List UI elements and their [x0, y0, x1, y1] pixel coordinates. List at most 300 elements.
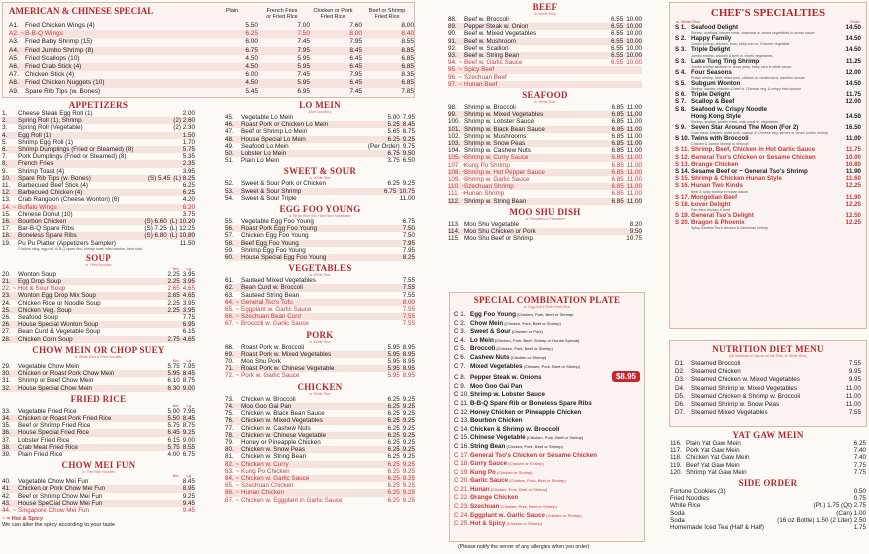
item-code: 22. ~ [2, 285, 17, 293]
item-name: Honey or Pineapple Chicken [241, 438, 321, 446]
item-code: 18. [2, 232, 11, 240]
section-subtitle: w. Thin Rice Noodles [82, 470, 115, 475]
item-code: D3. [675, 376, 685, 384]
menu-item-row [225, 461, 415, 468]
menu-item-row [448, 176, 642, 183]
section-beef [448, 2, 642, 88]
item-price: 8.35 [401, 71, 414, 79]
item-code: 77. [225, 424, 234, 432]
menu-item-row [448, 81, 642, 88]
chef-item-row [675, 46, 861, 53]
menu-item-row [2, 437, 195, 444]
combo-item-name: Eggplant w. Garlic Sauce [470, 511, 545, 519]
item-name: Pork w. Garlic Sauce [241, 372, 300, 380]
item-price-large: 9.25 [402, 482, 415, 490]
item-price-small: 6.55 [610, 23, 624, 31]
item-price-large: 6.25 [182, 189, 195, 197]
item-list [225, 277, 415, 327]
chef-item-row [675, 154, 861, 161]
size-large-label: Lg [186, 265, 191, 271]
chef-specialties-subtitle: w. White Rice [676, 19, 701, 24]
item-price-small: 6.85 [611, 147, 624, 155]
menu-item-row [448, 198, 642, 205]
item-code: 66. ~ [225, 313, 240, 321]
section-title: PORK [306, 329, 334, 340]
item-code: 81. [225, 453, 234, 461]
item-price-small: 6.25 [387, 417, 400, 425]
item-code: 74. [225, 402, 234, 410]
item-code: 80. [225, 446, 234, 454]
menu-column-4-bottom [670, 430, 866, 531]
item-name: Buffalo Wings [18, 203, 57, 211]
item-name: Beef or Shrimp Fried Rice [18, 422, 91, 430]
section-subtitle: w. White Rice [534, 100, 556, 105]
side-item-row [670, 510, 866, 517]
item-price-large: 7.95 [402, 246, 415, 254]
menu-item-row [2, 422, 195, 429]
combo-item-note: (Chicken, Pork, Beef or Shrimp) [495, 346, 553, 352]
item-code: 94. ~ [448, 59, 463, 67]
menu-item-row [2, 225, 195, 232]
item-code: 57. [225, 232, 234, 240]
menu-item-row [2, 139, 195, 146]
item-name: Shrimp Egg Foo Young [241, 246, 306, 254]
menu-item-row [2, 328, 195, 335]
item-code: S 9. [675, 124, 687, 132]
menu-item-row [448, 126, 642, 133]
item-code: 26. [2, 321, 11, 329]
item-list [448, 104, 642, 205]
item-name: Broccoli w. Garlic Sauce [241, 320, 309, 328]
combination-plate-box [449, 292, 645, 542]
item-price-small: 5.50 [167, 414, 180, 422]
item-price-large: 7.50 [402, 225, 415, 233]
item-name: Chicken w. Mixed Vegetables [241, 417, 323, 425]
menu-item-row [9, 38, 414, 46]
item-price-large: (2) 2.30 [173, 124, 195, 132]
item-code: 34. [2, 414, 11, 422]
item-code: S 12. ~ [675, 153, 695, 161]
item-price: 8.55 [401, 38, 414, 46]
item-name [470, 374, 608, 383]
menu-column-1 [2, 100, 195, 528]
item-code: 60. [225, 254, 234, 262]
item-name: Beef w. String Bean [464, 52, 520, 60]
item-name: Chicken w. Cashew Nuts [241, 424, 311, 432]
menu-item-row [2, 415, 195, 422]
combo-item-row [454, 400, 640, 409]
section-title: FRIED RICE [70, 393, 127, 404]
item-code: S 15. ~ [675, 175, 695, 183]
item-note: Jumbo shrimp sauteed w. snow peas, baby corn in white sauce [691, 64, 792, 69]
combo-item-row [454, 409, 640, 418]
item-name: Homemade Iced Tea (Half & Half) [670, 524, 765, 532]
menu-item-row [2, 211, 195, 218]
item-code: D5. [675, 392, 685, 400]
item-code: 100. [448, 118, 461, 126]
item-price-small: 6.25 [387, 453, 400, 461]
item-code: S 16. ~ [675, 182, 695, 190]
item-code: C 17. ~ [454, 451, 475, 459]
item-code: S 8. [675, 105, 687, 113]
menu-item-row [2, 278, 195, 285]
item-list [225, 114, 415, 164]
item-price-large: 5.35 [182, 153, 195, 161]
item-price-large: (L) 8.25 [173, 174, 195, 182]
item-code: C 19. ~ [454, 468, 475, 476]
item-price-large: (L) 10.80 [169, 232, 195, 240]
combo-item-name: General Tso's Chicken or Sesame Chicken [470, 451, 598, 459]
section-title: SOUP [85, 252, 112, 263]
section-chow-mein [2, 345, 195, 392]
item-price-large: 8.75 [402, 128, 415, 136]
item-name: Chicken Corn Soup [18, 335, 73, 343]
menu-item-row [2, 493, 195, 500]
item-price: 8.45 [349, 46, 362, 54]
item-name: Seafood Delight [691, 24, 739, 31]
item-name: Chicken w. Chinese Vegetable [241, 431, 327, 439]
item-note: Crab meat, chicken, roast pork, scallop & Chinese veg. served w. seven jumbo shrimp [691, 131, 828, 136]
item-note: Pan-fried chicken & beef [691, 208, 731, 213]
menu-item-row [2, 451, 195, 458]
combo-item-name: Orange Chicken [470, 494, 519, 502]
menu-item-row [2, 408, 195, 415]
menu-item-row [2, 500, 195, 507]
item-price-small: 6.25 [387, 431, 400, 439]
item-price: 4.50 [245, 79, 258, 87]
item-code: 31. [2, 377, 11, 385]
item-name: Triple Delight [691, 46, 731, 54]
item-price-large: 10.00 [626, 44, 642, 52]
item-price-small: 6.85 [611, 190, 624, 198]
item-price-large: 11.00 [626, 161, 642, 169]
item-name: Shrimp & Chicken Hunan Style [691, 175, 782, 183]
nutrition-title: NUTRITION DIET MENU [712, 344, 824, 354]
item-price-large: 7.55 [402, 320, 415, 328]
combo-item-row [454, 417, 640, 426]
combo-item-name: Mixed Vegetables [470, 362, 523, 370]
item-price-large: 6.25 [182, 182, 195, 190]
item-price-large: 7.75 [182, 314, 195, 322]
size-large-label: Lg [186, 473, 191, 479]
item-name: Hong Kong Style [691, 112, 741, 120]
size-small-label: Sm [172, 357, 179, 363]
item-name: Plain Fried Rice [18, 450, 63, 458]
item-code: 108. ~ [448, 168, 466, 176]
item-code: 112. [448, 197, 460, 205]
item-code: C 25. ~ [454, 520, 475, 528]
item-code: 26. [2, 314, 11, 322]
item-code: 38. [2, 443, 11, 451]
item-note: Chicken & Jumbo shrimp w. broccoli [691, 142, 749, 147]
item-price-small: 6.25 [387, 467, 400, 475]
item-price-small: 6.25 [387, 489, 400, 497]
item-price-small: 6.15 [167, 436, 180, 444]
item-code: 68. [225, 343, 234, 351]
item-price-small: 6.30 [167, 384, 180, 392]
item-code: D1. [675, 360, 685, 367]
item-code: 54. [225, 194, 234, 202]
menu-item-row [225, 351, 415, 358]
item-price-large: 9.25 [402, 467, 415, 475]
item-price-small: 4.00 [167, 450, 180, 458]
menu-item-row [225, 247, 415, 254]
item-code: 113. [448, 220, 460, 228]
combo-item-name: Hunan [470, 485, 490, 493]
item-price-small: 5.75 [167, 362, 180, 370]
item-name: Steamed Shrimp w. Mixed Vegetables [691, 384, 798, 392]
item-code: 43. [2, 499, 11, 507]
item-name: Beef Yat Gaw Mein [686, 461, 740, 469]
item-price: 6.25 [245, 30, 258, 38]
item-name: Beef Egg Foo Young [241, 239, 299, 247]
item-name: Chicken w. Garlic Sauce [241, 474, 310, 482]
section-title: VEGETABLES [288, 263, 352, 274]
item-price-large: 8.75 [182, 422, 195, 430]
item-code: 1. [2, 110, 8, 117]
menu-item-row [225, 365, 415, 372]
item-price: 6.85 [401, 54, 414, 62]
item-price-small: 6.55 [610, 30, 624, 38]
item-code: 91. [448, 37, 457, 45]
item-price-large: 3.95 [182, 278, 195, 286]
item-price-large: 9.25 [402, 417, 415, 425]
item-code: 29. [2, 362, 11, 370]
item-name: Beef or Shrimp Lo Mein [241, 128, 308, 136]
item-price-large: 3.75 [182, 210, 195, 218]
combo-item-row [454, 512, 640, 521]
combo-item-note: (Chicken or Pork) [510, 329, 543, 335]
combo-item-row [454, 371, 640, 383]
menu-item-row [448, 59, 642, 66]
side-order-title: SIDE ORDER [738, 478, 798, 489]
item-code: 111. ~ [448, 190, 465, 198]
item-name: Beef w. Garlic Sauce [464, 59, 523, 67]
item-price-small: 6.25 [387, 135, 400, 143]
item-code: 114. [448, 228, 460, 236]
combo-item-note: (Chicken, Pork, Beef or Shrimp) [503, 320, 561, 326]
item-price: 16.50 [845, 124, 861, 132]
item-price-large: 4.65 [182, 285, 195, 293]
combination-plate-title: SPECIAL COMBINATION PLATE [473, 295, 621, 305]
chef-item-row [675, 194, 861, 201]
menu-item-row [225, 432, 415, 439]
menu-item-row [448, 183, 642, 190]
item-price: 12.25 [845, 219, 861, 227]
menu-column-3 [448, 2, 642, 244]
item-code: 3. [2, 124, 8, 132]
menu-item-row [448, 162, 642, 169]
item-price-large: 9.25 [402, 402, 415, 410]
item-code: D6. [675, 401, 685, 409]
item-name: Lake Tung Ting Shrimp [691, 57, 760, 65]
item-price: 9.95 [848, 376, 861, 384]
section-title: SWEET & SOUR [283, 166, 357, 177]
item-price-large: 9.25 [182, 492, 195, 500]
item-price: 7.95 [349, 38, 362, 46]
item-name: Roast Pork Egg Foo Young [241, 225, 317, 233]
combo-item-note: (Chicken or Shrimp) [545, 512, 582, 518]
item-price: 11.90 [845, 193, 861, 201]
item-name: Moo Shu Pork [241, 358, 281, 366]
item-price: 6.45 [349, 54, 362, 62]
item-price-large: 11.00 [626, 147, 642, 155]
item-price-large: 11.00 [626, 132, 642, 140]
menu-item-row [2, 336, 195, 343]
section-title: CHOW MEIN OR CHOP SUEY [32, 344, 165, 355]
item-price-small: 6.55 [610, 37, 624, 45]
item-price-large: 11.00 [626, 111, 642, 119]
item-code: D4. [675, 384, 685, 392]
item-name [470, 426, 640, 435]
item-price-large: (2) 2.60 [173, 117, 195, 125]
section-subtitle: w. Pancakes & Pancakes [525, 216, 565, 221]
section-title: CHICKEN [297, 381, 343, 392]
item-price-small: 6.75 [387, 150, 400, 158]
item-name: Egg Roll (1) [18, 131, 52, 139]
item-code: A3. [9, 38, 19, 46]
item-name: Bar-B-Q Spare Ribs [18, 225, 74, 233]
section-subtitle: w. Fried Noodles [85, 262, 112, 267]
item-price: 6.85 [401, 63, 414, 71]
item-code: 15. [2, 210, 11, 218]
american-special-box [2, 2, 415, 98]
item-name: House Special Chow Mein [18, 384, 92, 392]
item-code: 42. [2, 492, 11, 500]
chef-item-row [675, 24, 861, 31]
item-code: 8. [2, 160, 8, 168]
combo-item-note: (Chicken, Pork, Beef or Shrimp) [499, 504, 557, 510]
item-code: C 5. [454, 345, 466, 353]
item-price: 7.45 [297, 71, 310, 79]
item-code: 119. [670, 461, 682, 469]
item-name: Fried Chicken Wings (4) [25, 22, 95, 29]
item-price-large: 7.55 [402, 284, 415, 292]
item-price-small: 2.25 [167, 299, 180, 307]
item-code: 23. [2, 292, 11, 300]
menu-item-row [2, 168, 195, 175]
chef-item-row [675, 201, 861, 208]
item-price-large: 9.25 [402, 424, 415, 432]
menu-item-row [2, 153, 195, 160]
item-price: 12.25 [845, 182, 861, 190]
item-name: Scallop & Beef [691, 98, 735, 106]
item-price-large: 10.00 [626, 52, 642, 60]
menu-item-row [2, 307, 195, 314]
american-special-title: AMERICAN & CHINESE SPECIAL [9, 6, 154, 16]
item-price-large: 9.00 [182, 436, 195, 444]
item-code: S 2. [675, 35, 687, 43]
item-name: Sweet & Sour Shrimp [241, 187, 302, 195]
size-small-label: Sm [172, 402, 179, 408]
item-price-large: 9.25 [402, 431, 415, 439]
item-price-large: 11.00 [626, 183, 642, 191]
combo-item-row [454, 452, 640, 461]
item-name: Chicken or Pork Chow Mei Fun [18, 485, 106, 493]
menu-item-row [448, 45, 642, 52]
item-code: 63. [225, 291, 234, 299]
item-price-large: 7.55 [402, 306, 415, 314]
item-name: Orange Chicken [691, 160, 739, 168]
item-name [470, 512, 640, 521]
item-name: Pepper Steak w. Onion [464, 23, 529, 31]
menu-item-row [448, 23, 642, 30]
item-price: 10.00 [845, 153, 861, 161]
item-name: Vegetable Lo Mein [241, 114, 294, 121]
item-price-small: 6.25 [387, 395, 400, 403]
menu-item-row [448, 221, 642, 228]
menu-item-row [225, 344, 415, 351]
item-name: Chicken w. Black Bean Sauce [241, 410, 325, 418]
item-name: Dragon & Phoenix [691, 219, 745, 227]
item-price-large: 8.25 [402, 254, 415, 262]
item-code: A4. [9, 46, 19, 54]
item-price-small: (Per Order) [367, 142, 400, 150]
item-code: 30. [2, 370, 11, 378]
item-price-large: 11.00 [626, 197, 642, 205]
item-code: A8. [9, 79, 19, 87]
item-price-large: (L) 10.20 [169, 218, 195, 226]
item-price-large: 6.75 [402, 218, 415, 226]
combo-item-name: Shrimp w. Lobster Sauce [470, 391, 545, 399]
item-name: Steamed Chicken w. Mixed Vegetables [691, 376, 800, 384]
menu-item-row [225, 218, 415, 225]
item-code: 89. [448, 23, 457, 31]
item-price-large: 11.00 [399, 194, 415, 202]
item-note: Jumbo shrimp, chicken & beef w. mixed vegetables [691, 53, 773, 58]
item-name: Plain Yat Gaw Mein [686, 440, 741, 447]
item-price: 12.25 [845, 200, 861, 208]
item-name: Spring Roll (1), Shrimp [18, 117, 82, 125]
item-price: 6.00 [245, 71, 258, 79]
item-price-large: 10.75 [399, 187, 415, 195]
menu-item-row [2, 117, 195, 124]
item-price: 10.80 [845, 160, 861, 168]
chef-item-row [675, 80, 861, 87]
item-code: 95. ~ [448, 66, 463, 74]
menu-item-row [225, 195, 415, 202]
item-price-small: 5.95 [387, 343, 400, 351]
item-price-large: 10.00 [626, 37, 642, 45]
item-price-large: 11.00 [626, 118, 642, 126]
item-price: 14.50 [845, 46, 861, 54]
item-price-large: 4.20 [182, 196, 195, 204]
combo-item-row [454, 391, 640, 400]
item-code: S 14. [675, 168, 690, 176]
item-code: A5. [9, 54, 19, 62]
item-name: Shrimp w. Mushrooms [464, 132, 527, 140]
item-code: C 18. ~ [454, 460, 475, 468]
item-code: 48. [225, 135, 234, 143]
item-price-large: 7.95 [402, 114, 415, 121]
item-name: Steamed Mixed Vegetables [691, 409, 768, 417]
item-name: Plain Lo Mein [241, 157, 280, 165]
item-price-large: 9.25 [402, 410, 415, 418]
item-name: Pork Yat Gaw Mein [686, 447, 740, 455]
item-code: C 12. [454, 408, 470, 416]
item-price: 11.60 [845, 175, 861, 183]
col-header-plain: Plain [225, 8, 239, 14]
combo-item-row [454, 354, 640, 363]
item-code: C 9. [454, 382, 466, 390]
item-list [448, 221, 642, 243]
menu-item-row [9, 30, 414, 38]
side-item-row [670, 502, 866, 509]
menu-item-row [2, 146, 195, 153]
combo-item-row [454, 345, 640, 354]
chef-specialties-list [670, 24, 866, 230]
size-small-label: Sm [172, 265, 179, 271]
